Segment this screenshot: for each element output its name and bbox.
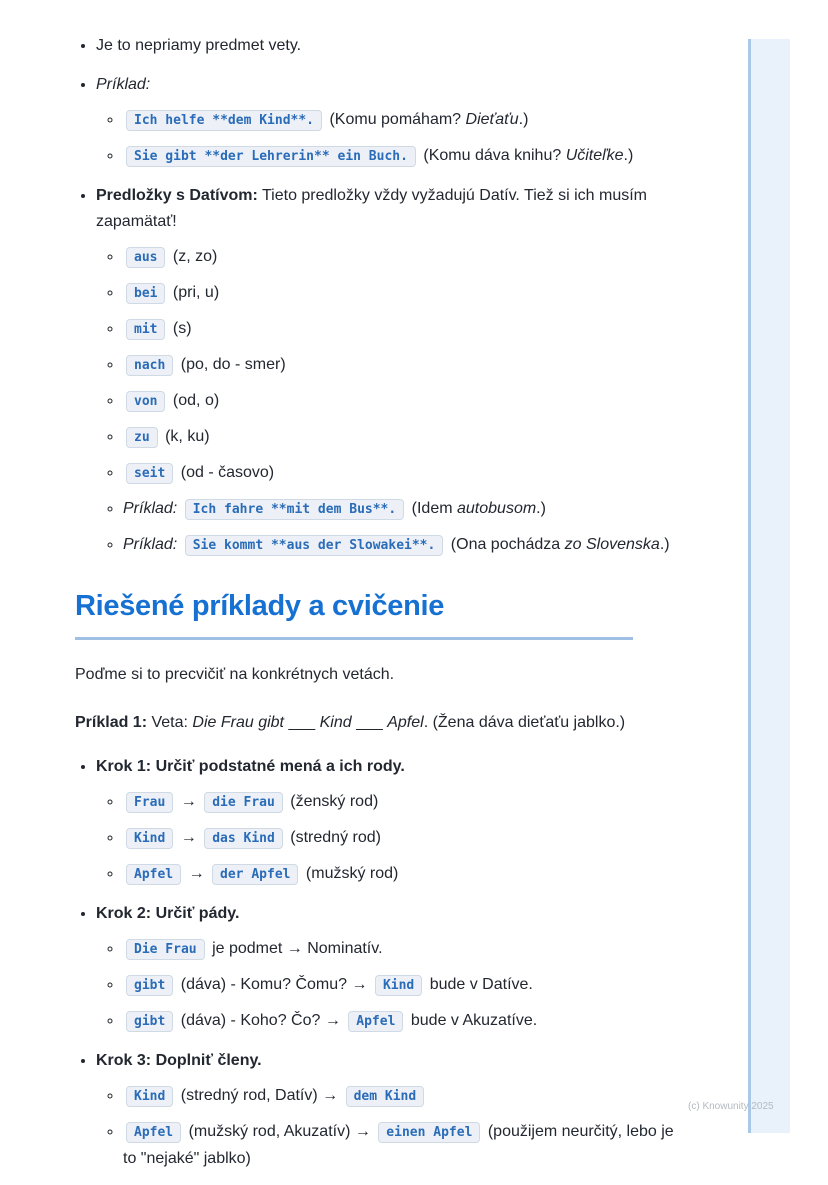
code-chip: Sie gibt **der Lehrerin** ein Buch. (126, 146, 416, 167)
code-chip: dem Kind (346, 1086, 425, 1107)
text-segment: (Ona pochádza (446, 536, 565, 553)
sub-bullet-list (96, 936, 687, 1035)
code-chip: seit (126, 463, 173, 484)
list-item (123, 1119, 687, 1172)
text-segment: Apfel (387, 714, 424, 731)
text-segment: (z, zo) (168, 248, 218, 265)
list-item (96, 754, 687, 888)
list-item (123, 316, 687, 343)
list-item (123, 460, 687, 487)
text-segment: (Idem (407, 500, 457, 517)
text-segment: Príklad: (123, 500, 178, 517)
code-chip: die Frau (204, 792, 283, 813)
text-segment: je podmet → Nominatív. (207, 940, 383, 957)
text-segment: ___ (284, 714, 320, 731)
text-segment: .) (536, 500, 546, 517)
sub-bullet-list (96, 244, 687, 559)
list-item (96, 901, 687, 1035)
sub-bullet-list (96, 1083, 687, 1172)
section-heading: Riešené príklady a cvičenie (75, 589, 633, 640)
text-segment: Tieto predložky vždy vyžadujú Datív. Tiež si ich musím zapamätať! (96, 187, 647, 230)
list-item (123, 143, 687, 170)
list-item (123, 244, 687, 271)
text-segment: zo Slovenska (564, 536, 660, 553)
code-chip: gibt (126, 975, 173, 996)
text-segment: (mužský rod, Akuzatív) → (184, 1123, 376, 1140)
text-segment: Poďme si to precvičiť na konkrétnych vetách. (75, 666, 395, 683)
text-segment: (k, ku) (160, 428, 210, 445)
bullet-list (75, 33, 687, 559)
text-segment: (ženský rod) (285, 793, 379, 810)
paragraph (75, 710, 687, 736)
text-segment: (použijem neurčitý, lebo je to "nejaké" jablko) (123, 1123, 674, 1167)
text-segment: Krok 1: Určiť podstatné mená a ich rody. (96, 758, 405, 775)
text-segment: Kind (319, 714, 352, 731)
text-segment: (s) (168, 320, 192, 337)
text-segment (177, 500, 181, 517)
code-chip: Kind (375, 975, 422, 996)
code-chip: mit (126, 319, 165, 340)
list-item (96, 72, 687, 170)
text-segment: Príklad: (96, 76, 151, 93)
list-item (123, 352, 687, 379)
text-segment: (Komu pomáham? (325, 111, 466, 128)
next-page-edge-strip (748, 39, 790, 1133)
text-segment: (stredný rod, Datív) → (176, 1087, 343, 1104)
text-segment: Príklad: (123, 536, 178, 553)
list-item (123, 496, 687, 523)
text-segment: (pri, u) (168, 284, 220, 301)
text-segment: . (Žena dáva dieťaťu jablko.) (423, 714, 626, 731)
list-item (123, 789, 687, 816)
code-chip: Sie kommt **aus der Slowakei**. (185, 535, 444, 556)
text-segment: (po, do - smer) (176, 356, 286, 373)
paragraph (75, 662, 687, 688)
text-segment: Učiteľke (565, 147, 624, 164)
code-chip: einen Apfel (378, 1122, 480, 1143)
text-segment: Príklad 1: (75, 714, 148, 731)
list-item (123, 861, 687, 888)
list-item (123, 424, 687, 451)
list-item (123, 1008, 687, 1035)
code-chip: bei (126, 283, 165, 304)
text-segment: Krok 2: Určiť pády. (96, 905, 240, 922)
code-chip: nach (126, 355, 173, 376)
text-segment: (od, o) (168, 392, 220, 409)
list-item (96, 1048, 687, 1172)
text-segment: → (184, 865, 210, 882)
list-item (123, 280, 687, 307)
text-segment: .) (623, 147, 634, 164)
code-chip: aus (126, 247, 165, 268)
text-segment: → (176, 829, 202, 846)
text-segment: (Komu dáva knihu? (418, 147, 566, 164)
code-chip: Ich fahre **mit dem Bus**. (185, 499, 405, 520)
text-segment: autobusom (457, 500, 537, 517)
text-segment: .) (659, 536, 670, 553)
text-segment: (mužský rod) (301, 865, 399, 882)
code-chip: zu (126, 427, 158, 448)
text-segment: Predložky s Datívom: (96, 187, 258, 204)
text-segment: Die Frau gibt (192, 714, 284, 731)
list-item (123, 532, 687, 559)
text-segment: Je to nepriamy predmet vety. (96, 37, 302, 54)
code-chip: der Apfel (212, 864, 298, 885)
code-chip: Kind (126, 1086, 173, 1107)
copyright-watermark: (c) Knowunity 2025 (688, 1101, 774, 1112)
bullet-list (75, 754, 687, 1172)
text-segment: Dieťaťu (465, 111, 519, 128)
list-item (96, 183, 687, 559)
list-item (123, 825, 687, 852)
code-chip: Apfel (126, 864, 181, 885)
list-item (123, 107, 687, 134)
code-chip: Die Frau (126, 939, 205, 960)
sub-bullet-list (96, 107, 687, 170)
text-segment: (dáva) - Koho? Čo? → (176, 1012, 346, 1029)
code-chip: von (126, 391, 165, 412)
text-segment: → (176, 793, 202, 810)
text-segment: (stredný rod) (285, 829, 381, 846)
code-chip: gibt (126, 1011, 173, 1032)
code-chip: Apfel (348, 1011, 403, 1032)
text-segment: ___ (351, 714, 388, 731)
text-segment: Veta: (147, 714, 193, 731)
list-item (123, 936, 687, 963)
document-content (75, 33, 687, 1185)
code-chip: Frau (126, 792, 173, 813)
list-item (123, 1083, 687, 1110)
text-segment: (od - časovo) (176, 464, 275, 481)
list-item (123, 388, 687, 415)
code-chip: Ich helfe **dem Kind**. (126, 110, 322, 131)
list-item (123, 972, 687, 999)
sub-bullet-list (96, 789, 687, 888)
text-segment: bude v Datíve. (425, 976, 533, 993)
text-segment: .) (518, 111, 529, 128)
text-segment: bude v Akuzatíve. (406, 1012, 538, 1029)
list-item (96, 33, 687, 59)
text-segment: Krok 3: Doplniť členy. (96, 1052, 262, 1069)
code-chip: Kind (126, 828, 173, 849)
text-segment: (dáva) - Komu? Čomu? → (176, 976, 372, 993)
code-chip: das Kind (204, 828, 283, 849)
text-segment (177, 536, 181, 553)
code-chip: Apfel (126, 1122, 181, 1143)
